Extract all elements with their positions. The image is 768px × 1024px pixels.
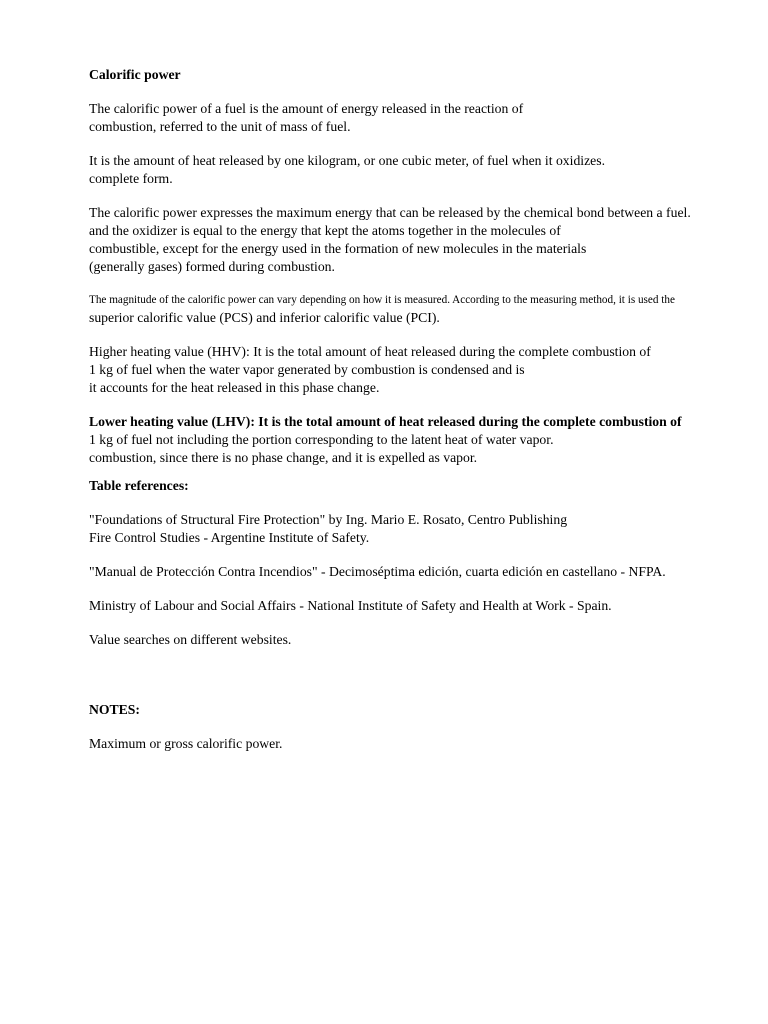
spacer	[89, 327, 764, 343]
reference-1-line-2: Fire Control Studies - Argentine Institute of Safety.	[89, 530, 370, 545]
paragraph-2-line-2: complete form.	[89, 171, 173, 186]
spacer	[89, 615, 764, 631]
spacer	[89, 581, 764, 597]
spacer	[89, 136, 764, 152]
spacer	[89, 84, 764, 100]
spacer	[89, 547, 764, 563]
paragraph-3-line-4: (generally gases) formed during combustion.	[89, 259, 335, 274]
paragraph-3-line-3: combustible, except for the energy used in the formation of new molecules in the materials	[89, 241, 587, 256]
reference-2: "Manual de Protección Contra Incendios" - Decimoséptima edición, cuarta edición en castellano - NFPA.	[89, 564, 666, 579]
references-heading: Table references:	[89, 478, 189, 493]
paragraph-6-line-1: 1 kg of fuel not including the portion corresponding to the latent heat of water vapor.	[89, 432, 554, 447]
paragraph-3-line-1: The calorific power expresses the maximum energy that can be released by the chemical bond between a fuel.	[89, 205, 691, 220]
reference-1-line-1: "Foundations of Structural Fire Protection" by Ing. Mario E. Rosato, Centro Publishing	[89, 512, 568, 527]
reference-3: Ministry of Labour and Social Affairs - National Institute of Safety and Health at Work - Spain.	[89, 598, 612, 613]
paragraph-4-line: superior calorific value (PCS) and inferior calorific value (PCI).	[89, 310, 440, 325]
notes-heading: NOTES:	[89, 702, 140, 717]
paragraph-5-line-3: it accounts for the heat released in this phase change.	[89, 380, 380, 395]
paragraph-3-line-2: and the oxidizer is equal to the energy that kept the atoms together in the molecules of	[89, 223, 561, 238]
paragraph-1-line-1: The calorific power of a fuel is the amount of energy released in the reaction of	[89, 101, 524, 116]
paragraph-2-line-1: It is the amount of heat released by one kilogram, or one cubic meter, of fuel when it oxidizes.	[89, 153, 605, 168]
spacer	[89, 276, 764, 292]
spacer	[89, 467, 764, 477]
spacer	[89, 719, 764, 735]
spacer	[89, 188, 764, 204]
reference-4: Value searches on different websites.	[89, 632, 292, 647]
note-1: Maximum or gross calorific power.	[89, 736, 283, 751]
document-title: Calorific power	[89, 67, 181, 82]
paragraph-5-line-1: Higher heating value (HHV): It is the total amount of heat released during the complete combustion of	[89, 344, 651, 359]
spacer	[89, 495, 764, 511]
paragraph-6-bold-line: Lower heating value (LHV): It is the total amount of heat released during the complete combustion of	[89, 414, 682, 429]
spacer	[89, 397, 764, 413]
document-page	[89, 66, 764, 753]
paragraph-4-small-line: The magnitude of the calorific power can vary depending on how it is measured. According to the measuring method, it is used the	[89, 294, 675, 306]
paragraph-5-line-2: 1 kg of fuel when the water vapor generated by combustion is condensed and is	[89, 362, 525, 377]
spacer	[89, 649, 764, 701]
paragraph-1-line-2: combustion, referred to the unit of mass of fuel.	[89, 119, 351, 134]
paragraph-6-line-2: combustion, since there is no phase change, and it is expelled as vapor.	[89, 450, 478, 465]
